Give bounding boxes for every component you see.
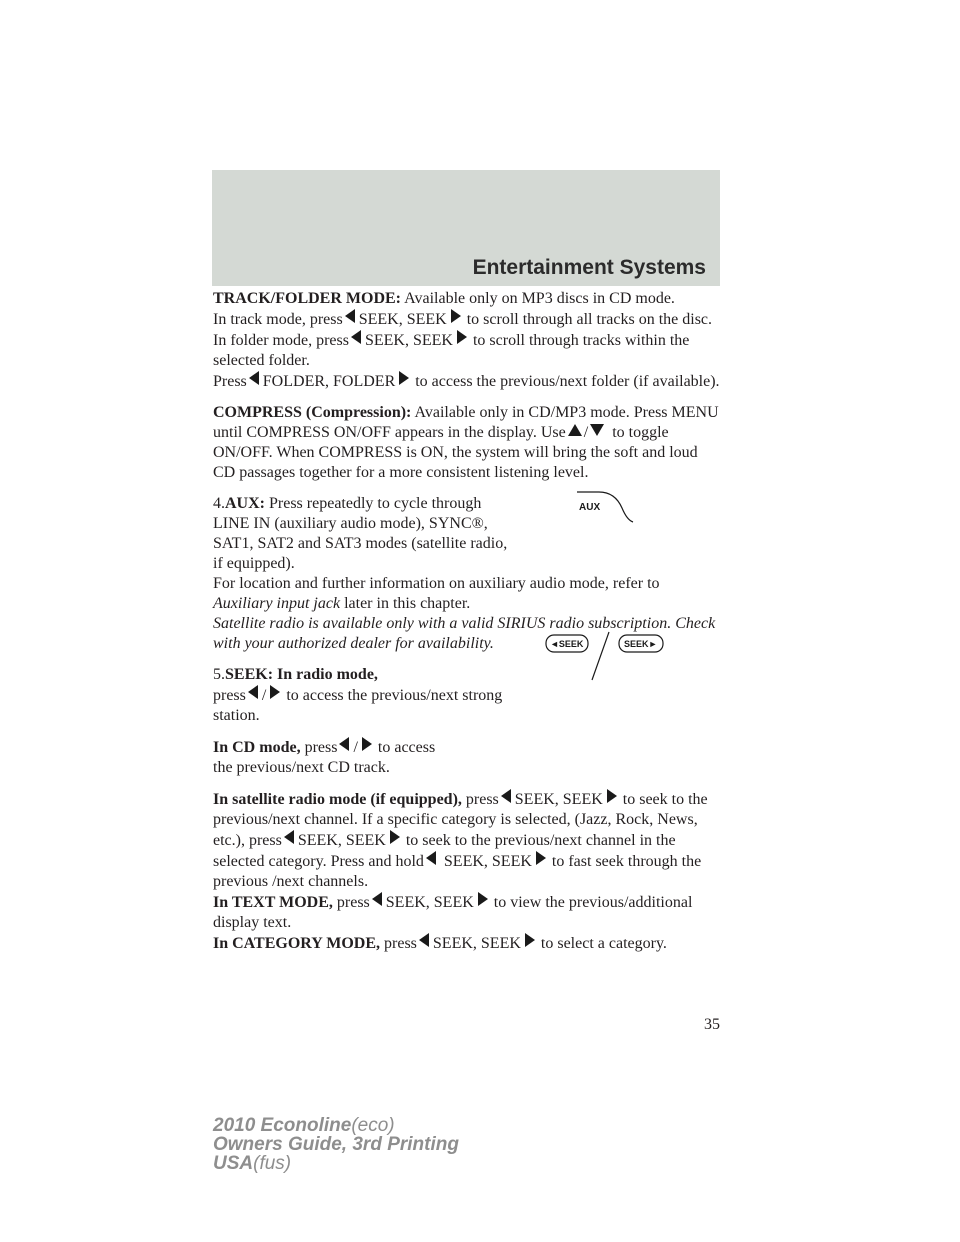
compress-heading: COMPRESS (Compression):	[213, 404, 412, 421]
track-folder-heading: TRACK/FOLDER MODE:	[213, 290, 401, 307]
left-arrow-icon	[501, 789, 511, 803]
paragraph-aux: 4.AUX: Press repeatedly to cycle through LINE IN (auxiliary audio mode), SYNC®, SAT1, SAT2 and SAT3 modes (satellite radio, if equipped).	[213, 495, 508, 572]
left-arrow-icon	[419, 933, 429, 947]
paragraph-aux-location: For location and further information on auxiliary audio mode, refer to Auxiliary input jack later in this chapter.	[213, 575, 660, 612]
right-arrow-icon	[451, 309, 461, 323]
right-arrow-icon	[525, 933, 535, 947]
right-arrow-icon	[478, 892, 488, 906]
paragraph-track-mode: In track mode, press SEEK, SEEK to scroll through all tracks on the disc.	[213, 311, 713, 328]
paragraph-text-mode: In TEXT MODE, press SEEK, SEEK to view the previous/additional display text.	[213, 894, 693, 931]
left-arrow-icon	[426, 851, 436, 865]
seek-right-label: SEEK►	[624, 639, 658, 649]
right-arrow-icon	[390, 830, 400, 844]
paragraph-folder-mode: In folder mode, press SEEK, SEEK to scroll through tracks within the selected folder.	[213, 332, 690, 369]
aux-button-illustration	[575, 490, 635, 526]
aux-heading: AUX:	[225, 495, 265, 512]
paragraph-press-folder: Press FOLDER, FOLDER to access the previous/next folder (if available).	[213, 373, 720, 390]
paragraph-category-mode: In CATEGORY MODE, press SEEK, SEEK to select a category.	[213, 935, 667, 952]
right-arrow-icon	[362, 737, 372, 751]
right-arrow-icon	[607, 789, 617, 803]
right-arrow-icon	[270, 685, 280, 699]
right-arrow-icon	[399, 371, 409, 385]
paragraph-track-folder-mode: TRACK/FOLDER MODE: Available only on MP3 discs in CD mode.	[213, 290, 675, 307]
section-title: Entertainment Systems	[472, 256, 706, 279]
left-arrow-icon	[372, 892, 382, 906]
paragraph-satellite: In satellite radio mode (if equipped), press SEEK, SEEK to seek to the previous/next channel. If a specific category is selected, (Jazz, Rock, News, etc.), press SEEK, SEEK to seek to the previous/next channel in the selected category. Press and hold SEEK, SEEK to fast seek through the previous /next channels.	[213, 791, 708, 890]
footer-model: 2010 Econoline	[213, 1115, 352, 1136]
right-arrow-icon	[536, 851, 546, 865]
left-arrow-icon	[249, 371, 259, 385]
footer-region: USA	[213, 1153, 254, 1174]
paragraph-compress: COMPRESS (Compression): Available only in CD/MP3 mode. Press MENU until COMPRESS ON/OFF appears in the display. Use / to toggle ON/OFF. When COMPRESS is ON, the system will bring the soft and loud CD passages together for a more consistent listening level.	[213, 404, 719, 481]
left-arrow-icon	[248, 685, 258, 699]
body-text	[213, 289, 723, 954]
sirius-note: Satellite radio is available only with a valid SIRIUS radio subscription. Check with your authorized dealer for availability.	[213, 615, 716, 652]
seek-buttons-illustration	[545, 630, 665, 682]
left-arrow-icon	[284, 830, 294, 844]
left-arrow-icon	[339, 737, 349, 751]
seek-divider	[592, 632, 609, 680]
left-arrow-icon	[351, 330, 361, 344]
page-number: 35	[704, 1016, 720, 1033]
footer-guide: Owners Guide, 3rd Printing	[213, 1134, 459, 1155]
aux-button-label: AUX	[579, 502, 601, 513]
right-arrow-icon	[457, 330, 467, 344]
paragraph-cd-mode: In CD mode, press / to access the previous/next CD track.	[213, 739, 436, 776]
aux-location-ref: Auxiliary input jack	[213, 595, 341, 612]
seek-left-label: ◄SEEK	[550, 639, 584, 649]
seek-heading: 5.SEEK: In radio mode,	[213, 666, 378, 683]
footer: 2010 Econoline(eco) Owners Guide, 3rd Printing USA(fus)	[213, 1115, 459, 1174]
left-arrow-icon	[345, 309, 355, 323]
paragraph-seek-radio: press / to access the previous/next strong station.	[213, 687, 503, 724]
down-arrow-icon	[590, 424, 604, 436]
up-arrow-icon	[568, 424, 582, 436]
header-band	[212, 170, 720, 286]
